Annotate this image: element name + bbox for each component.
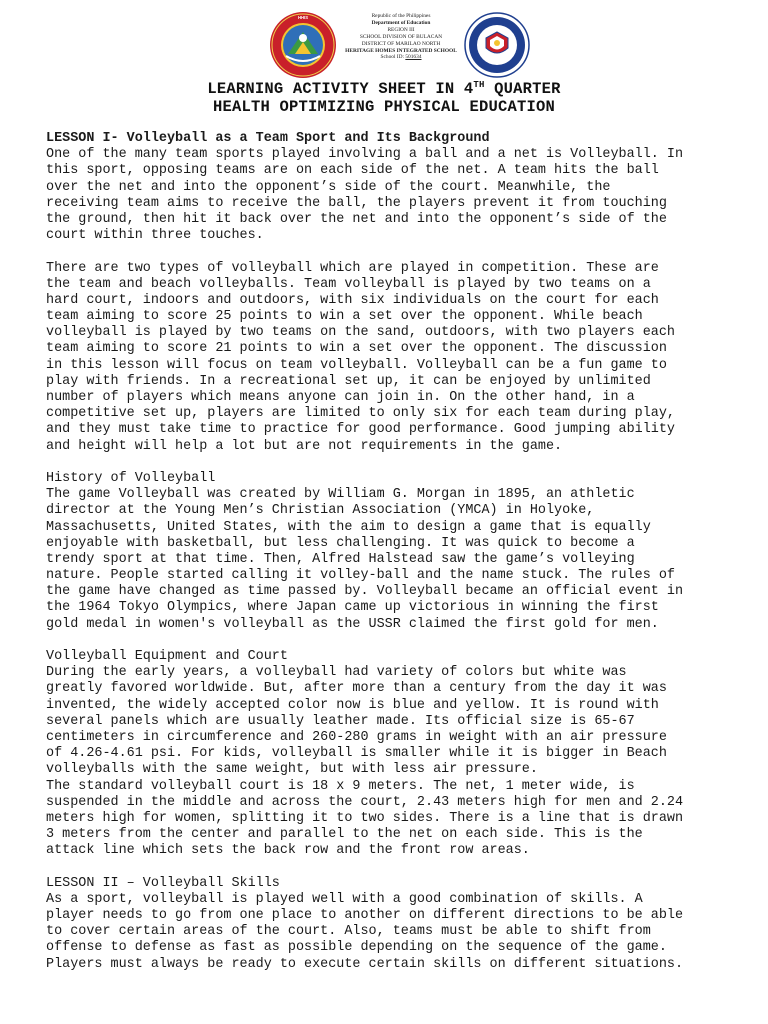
text-line: hard court, indoors and outdoors, with six individuals on the court for each [46,292,659,308]
blank-line [46,455,726,471]
text-line: gold medal in women's volleyball as the USSR claimed the first gold for men. [46,616,659,632]
school-seal-icon [268,10,338,80]
text-line: One of the many team sports played involving a ball and a net is Volleyball. In [46,147,684,163]
text-line: competitive set up, players are limited to only six for each team during play, [46,406,675,422]
letterhead-line: REGION III [387,26,415,33]
text-line: several panels which are usually leather made. Its official size is 65-67 [46,713,635,729]
text-line: The standard volleyball court is 18 x 9 meters. The net, 1 meter wide, is [46,778,635,794]
letterhead-line: SCHOOL DIVISION OF BULACAN [359,33,443,40]
lesson-1-section [46,131,726,973]
text-line: this sport, opposing teams are on each side of the net. A team hits the ball [46,163,659,179]
lesson-2-heading: LESSON II – Volleyball Skills [46,875,280,891]
text-line: greatly favored worldwide. But, after more than a century from the day it was [46,681,667,697]
text-line: receiving team aims to receive the ball, the players prevent it from touching [46,195,667,211]
lesson-1-heading: LESSON I- Volleyball as a Team Sport and Its Background [46,131,490,146]
deped-seal-icon [464,12,530,78]
text-line: and they must take time to practice for good performance. Good jumping ability [46,422,675,438]
text-line: attack line which sets the back row and the front row areas. [46,843,530,859]
letterhead-line: DISTRICT OF MARILAO NORTH [361,40,441,47]
text-line: As a sport, volleyball is played well with a good combination of skills. A [46,891,643,907]
text-line: the ground, then hit it back over the net and into the opponent’s side of the [46,211,667,227]
text-line: suspended in the middle and across the court, 2.43 meters high for men and 2.24 [46,794,684,810]
history-heading: History of Volleyball [46,470,216,486]
school-id-line [338,54,464,61]
text-line: the game have changed as time passed by. Volleyball became an official event in [46,584,684,600]
text-line: volleyballs with the same weight, but with less air pressure. [46,762,538,778]
text-line: director at the Young Men’s Christian Association (YMCA) in Holyoke, [46,503,595,519]
text-line: centimeters in circumference and 260-280 grams in weight with an air pressure [46,729,667,745]
blank-line [46,859,726,875]
school-id-label: School ID: [380,54,406,61]
blank-line [46,633,726,649]
text-line: There are two types of volleyball which are played in competition. These are [46,260,659,276]
text-line: over the net and into the opponent’s side of the court. Meanwhile, the [46,179,611,195]
svg-text:HHIS: HHIS [297,15,309,20]
text-line: to cover certain areas of the court. Also, teams must be able to shift from [46,924,651,940]
school-id-value: 501634 [405,54,422,61]
text-line: trendy sport at that time. Then, Alfred Halstead saw the game’s volleying [46,551,635,567]
text-line: enjoyable with basketball, but less challenging. It was quick to become a [46,535,635,551]
text-line: play with friends. In a recreational set up, it can be enjoyed by unlimited [46,373,651,389]
text-line: of 4.26-4.61 psi. For kids, volleyball is smaller while it is bigger in Beach [46,746,667,762]
text-line: the team and beach volleyballs. Team volleyball is played by two teams on a [46,276,651,292]
subject-title: HEALTH OPTIMIZING PHYSICAL EDUCATION [212,98,556,116]
text-line: invented, the widely accepted color now is blue and yellow. It is round with [46,697,659,713]
blank-line [46,244,726,260]
lesson-2-paragraph [46,892,726,973]
text-line: meters high for women, splitting it to two sides. There is a line that is drawn [46,810,684,826]
text-line: The game Volleyball was created by William G. Morgan in 1895, an athletic [46,487,635,503]
text-line: and height will help a lot but are not requirements in the game. [46,438,563,454]
text-line: player needs to go from one place to another on different directions to be able [46,908,684,923]
title-text: LEARNING ACTIVITY SHEET IN 4 [207,80,474,98]
text-line: Players must always be ready to execute certain skills on different situations. [46,956,684,972]
equipment-heading: Volleyball Equipment and Court [46,649,288,664]
text-line: in this lesson will focus on team volleyball. Volleyball can be a fun game to [46,357,667,373]
title-text-end: QUARTER [484,80,561,98]
text-line: offense to defense as fast as possible depending on the sequence of the game. [46,940,667,956]
history-paragraph [46,487,726,633]
text-line: During the early years, a volleyball had variety of colors but white was [46,665,627,681]
letterhead-line: Republic of the Philippines [371,13,431,19]
text-line: 3 meters from the center and parallel to the net on each side. This is the [46,827,643,843]
text-line: team aiming to score 25 points to win a set over the opponent. While beach [46,309,643,325]
letterhead [0,8,768,74]
equipment-paragraph [46,665,726,859]
text-line: team aiming to score 21 points to win a set over the opponent. The discussion [46,341,667,357]
text-line: number of players which means anyone can join in. On the other hand, in a [46,390,635,405]
text-line: the 1964 Tokyo Olympics, where Japan came up victorious in winning the first [46,600,659,616]
lesson-1-paragraph-1 [46,147,726,244]
lesson-1-paragraph-2 [46,261,726,455]
text-line: volleyball is played by two teams on the sand, outdoors, with two players each [46,325,675,341]
letterhead-line: HERITAGE HOMES INTEGRATED SCHOOL [345,47,457,54]
sheet-title [0,80,768,98]
text-line: nature. People started calling it volley-ball and the name stuck. The rules of [46,568,675,584]
text-line: Massachusetts, United States, with the aim to design a game that is equally [46,519,651,535]
letterhead-text [338,13,464,61]
title-superscript: TH [473,80,485,90]
text-line: court within three touches. [46,228,264,244]
letterhead-line: Department of Education [371,19,431,26]
